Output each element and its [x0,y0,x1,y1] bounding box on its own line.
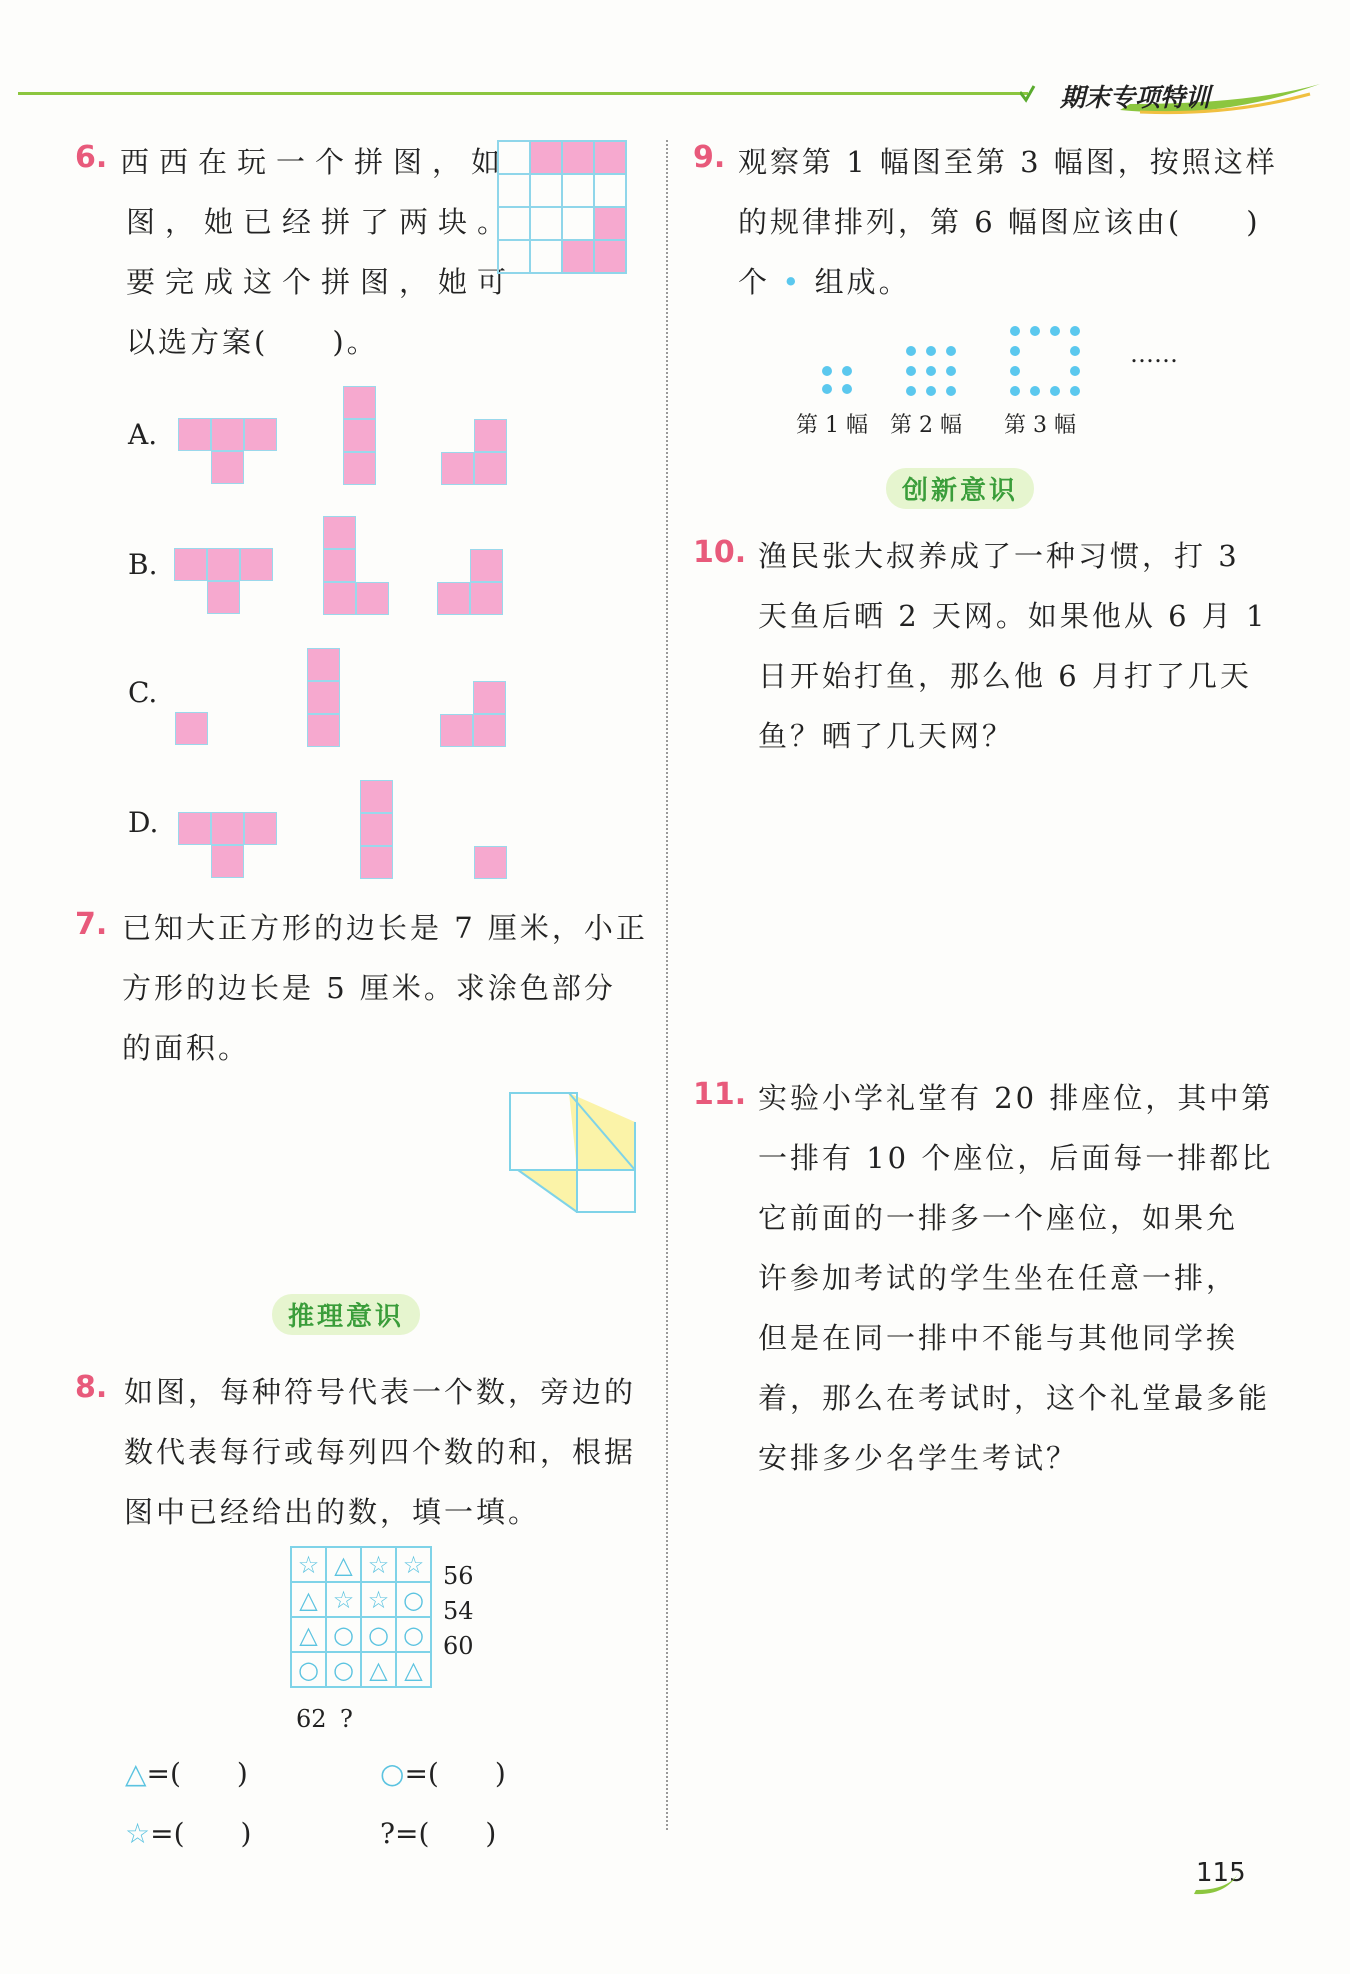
q9-caption-2: 第 2 幅 [890,413,962,438]
answer-blank[interactable]: =( ) [404,1757,506,1790]
q8-row-sum-2: 54 [443,1597,474,1625]
q9-line-3-post: 组成。 [814,265,911,299]
q6-option-b: B. [128,548,158,581]
q7-line-1: 已知大正方形的边长是 7 厘米，小正 [122,911,648,945]
grid-cell: ○ [291,1652,326,1687]
q9-caption-3: 第 3 幅 [1004,413,1076,438]
grid-cell: △ [396,1652,431,1687]
q8-answer-circle [380,1752,506,1792]
q8-symbol-grid [290,1546,432,1688]
q9-line-3-pre: 个 [738,265,771,299]
q9-line-1: 观察第 1 幅图至第 3 幅图，按照这样 [738,145,1278,179]
q6-option-d: D. [128,806,159,839]
answer-blank[interactable]: =( ) [150,1817,252,1850]
q6-option-a: A. [128,418,158,451]
grid-cell: ☆ [396,1547,431,1582]
q7-number: 7. [75,907,108,942]
grid-cell: △ [326,1547,361,1582]
question-mark: ? [380,1817,396,1850]
grid-cell: △ [361,1652,396,1687]
section-badge-innovation: 创新意识 [886,468,1034,509]
q8-line-2: 数代表每行或每列四个数的和，根据 [124,1435,637,1469]
triangle-icon: △ [125,1757,147,1790]
q8-col-sum-1: 62 [296,1705,327,1733]
q8-line-3: 图中已经给出的数，填一填。 [124,1495,541,1529]
grid-cell: ☆ [326,1582,361,1617]
q8-answer-star [125,1812,251,1852]
q7-line-2: 方形的边长是 5 厘米。求涂色部分 [122,971,616,1005]
grid-cell: ○ [326,1617,361,1652]
q8-col-sum-2: ? [340,1705,353,1733]
q8-answer-question [380,1812,496,1852]
q11-line-1: 实验小学礼堂有 20 排座位，其中第 [758,1081,1274,1115]
q10-line-3: 日开始打鱼，那么他 6 月打了几天 [758,659,1252,693]
q11-line-2: 一排有 10 个座位，后面每一排都比 [758,1141,1274,1175]
q6-option-c: C. [128,676,158,709]
column-divider [666,140,668,1830]
q10-line-4: 鱼？晒了几天网？ [758,719,1015,753]
header-rule [18,92,1028,95]
dot-icon: • [782,265,803,299]
star-icon: ☆ [125,1817,151,1850]
grid-cell: △ [291,1582,326,1617]
q11-number: 11. [693,1077,747,1112]
grid-cell: △ [291,1617,326,1652]
grid-cell: ☆ [361,1582,396,1617]
q6-line-3: 要完成这个拼图，她可 [126,265,517,299]
page-swoosh-icon [1190,1860,1250,1900]
q7-squares-figure [508,1090,638,1220]
q9-number: 9. [693,140,726,175]
q9-caption-1: 第 1 幅 [796,413,868,438]
answer-blank[interactable]: =( ) [395,1817,497,1850]
q11-line-7: 安排多少名学生考试？ [758,1441,1079,1475]
q6-line-1: 西西在玩一个拼图，如 [120,145,511,179]
q9-line-2: 的规律排列，第 6 幅图应该由( ) [738,205,1261,239]
q9-ellipsis: …… [1130,340,1178,368]
q10-line-2: 天鱼后晒 2 天网。如果他从 6 月 1 [758,599,1268,633]
circle-icon: ○ [380,1757,405,1790]
q8-number: 8. [75,1370,108,1405]
grid-cell: ☆ [291,1547,326,1582]
grid-cell: ☆ [361,1547,396,1582]
grid-cell: ○ [396,1617,431,1652]
q10-number: 10. [693,535,747,570]
q8-answer-triangle [125,1752,248,1792]
q10-line-1: 渔民张大叔养成了一种习惯，打 3 [758,539,1240,573]
q7-line-3: 的面积。 [122,1031,251,1065]
q11-line-3: 它前面的一排多一个座位，如果允 [758,1201,1239,1235]
grid-cell: ○ [326,1652,361,1687]
answer-blank[interactable]: =( ) [146,1757,248,1790]
grid-cell: ○ [396,1582,431,1617]
section-badge-reasoning: 推理意识 [272,1294,420,1335]
q9-line-3 [738,252,911,312]
q8-row-sum-3: 60 [443,1632,474,1660]
q6-line-2: 图，她已经拼了两块。 [126,205,517,239]
page-number: 115 [1196,1858,1246,1888]
q6-puzzle-board [497,140,629,276]
q8-row-sum-1: 56 [443,1562,474,1590]
q8-line-1: 如图，每种符号代表一个数，旁边的 [124,1375,637,1409]
grid-cell: ○ [361,1617,396,1652]
q11-line-4: 许参加考试的学生坐在任意一排， [758,1261,1239,1295]
q6-line-4: 以选方案( )。 [126,325,379,359]
q11-line-6: 着，那么在考试时，这个礼堂最多能 [758,1381,1271,1415]
header-title: 期末专项特训 [1060,83,1211,112]
q6-number: 6. [75,140,108,175]
q11-line-5: 但是在同一排中不能与其他同学挨 [758,1321,1239,1355]
